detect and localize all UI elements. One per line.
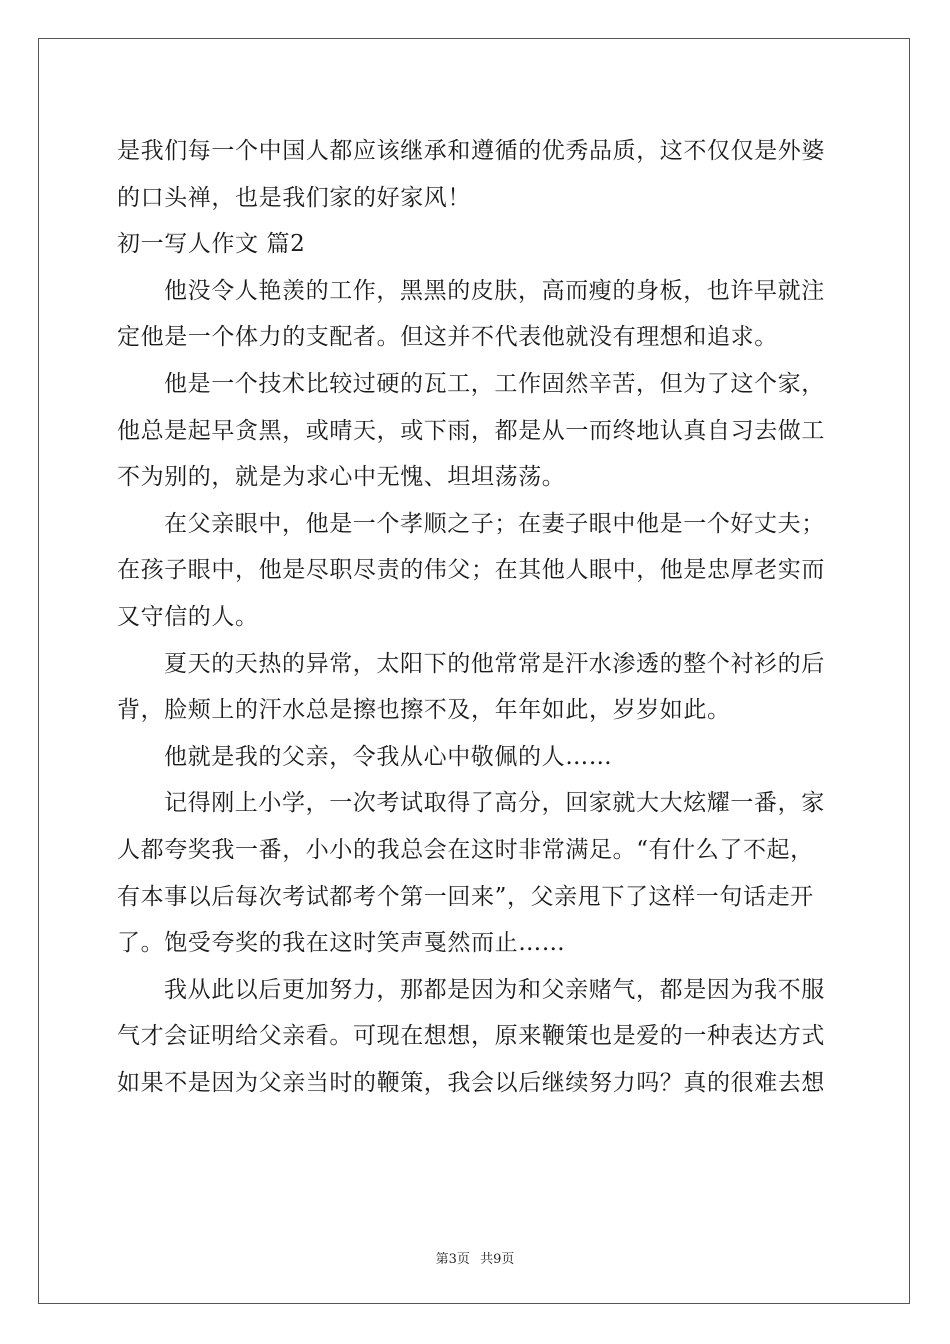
text-line: 的口头禅，也是我们家的好家风！ <box>117 184 471 211</box>
text-line: 不为别的，就是为求心中无愧、坦坦荡荡。 <box>117 464 566 491</box>
text-line: 有本事以后每次考试都考个第一回来”，父亲甩下了这样一句话走开 <box>117 883 814 910</box>
text-line: 背，脸颊上的汗水总是擦也擦不及，年年如此，岁岁如此。 <box>117 697 731 724</box>
document-body <box>117 128 837 1106</box>
text-line: 又守信的人。 <box>117 603 259 630</box>
text-line: 是我们每一个中国人都应该继承和遵循的优秀品质，这不仅仅是外婆 <box>117 138 825 164</box>
text-line: 了。饱受夸奖的我在这时笑声戛然而止…… <box>117 930 566 957</box>
paragraph-first-line: 记得刚上小学，一次考试取得了高分，回家就大大炫耀一番，家 <box>164 790 825 817</box>
text-line: 他总是起早贪黑，或晴天，或下雨，都是从一而终地认真自习去做工 <box>117 417 825 444</box>
paragraph-first-line: 他就是我的父亲，令我从心中敬佩的人…… <box>164 743 613 770</box>
paragraph-first-line: 我从此以后更加努力，那都是因为和父亲赌气，都是因为我不服 <box>164 976 825 1003</box>
paragraph-first-line: 他是一个技术比较过硬的瓦工，工作固然辛苦，但为了这个家， <box>164 370 825 397</box>
section-heading: 初一写人作文 篇2 <box>117 231 306 258</box>
text-line: 在孩子眼中，他是尽职尽责的伟父；在其他人眼中，他是忠厚老实而 <box>117 557 825 584</box>
paragraph-first-line: 他没令人艳羡的工作，黑黑的皮肤，高而瘦的身板，也许早就注 <box>164 277 825 304</box>
page-footer <box>0 1248 950 1267</box>
text-line: 如果不是因为父亲当时的鞭策，我会以后继续努力吗？真的很难去想 <box>117 1069 825 1096</box>
page-total: 共9页 <box>480 1252 515 1267</box>
text-line: 气才会证明给父亲看。可现在想想，原来鞭策也是爱的一种表达方式 <box>117 1023 825 1050</box>
text-line: 定他是一个体力的支配者。但这并不代表他就没有理想和追求。 <box>117 324 778 351</box>
text-line: 人都夸奖我一番，小小的我总会在这时非常满足。“有什么了不起， <box>117 836 814 863</box>
paragraph-first-line: 在父亲眼中，他是一个孝顺之子；在妻子眼中他是一个好丈夫； <box>164 510 825 537</box>
page-number: 第3页 <box>435 1252 470 1267</box>
paragraph-first-line: 夏天的天热的异常，太阳下的他常常是汗水渗透的整个衬衫的后 <box>164 650 825 677</box>
